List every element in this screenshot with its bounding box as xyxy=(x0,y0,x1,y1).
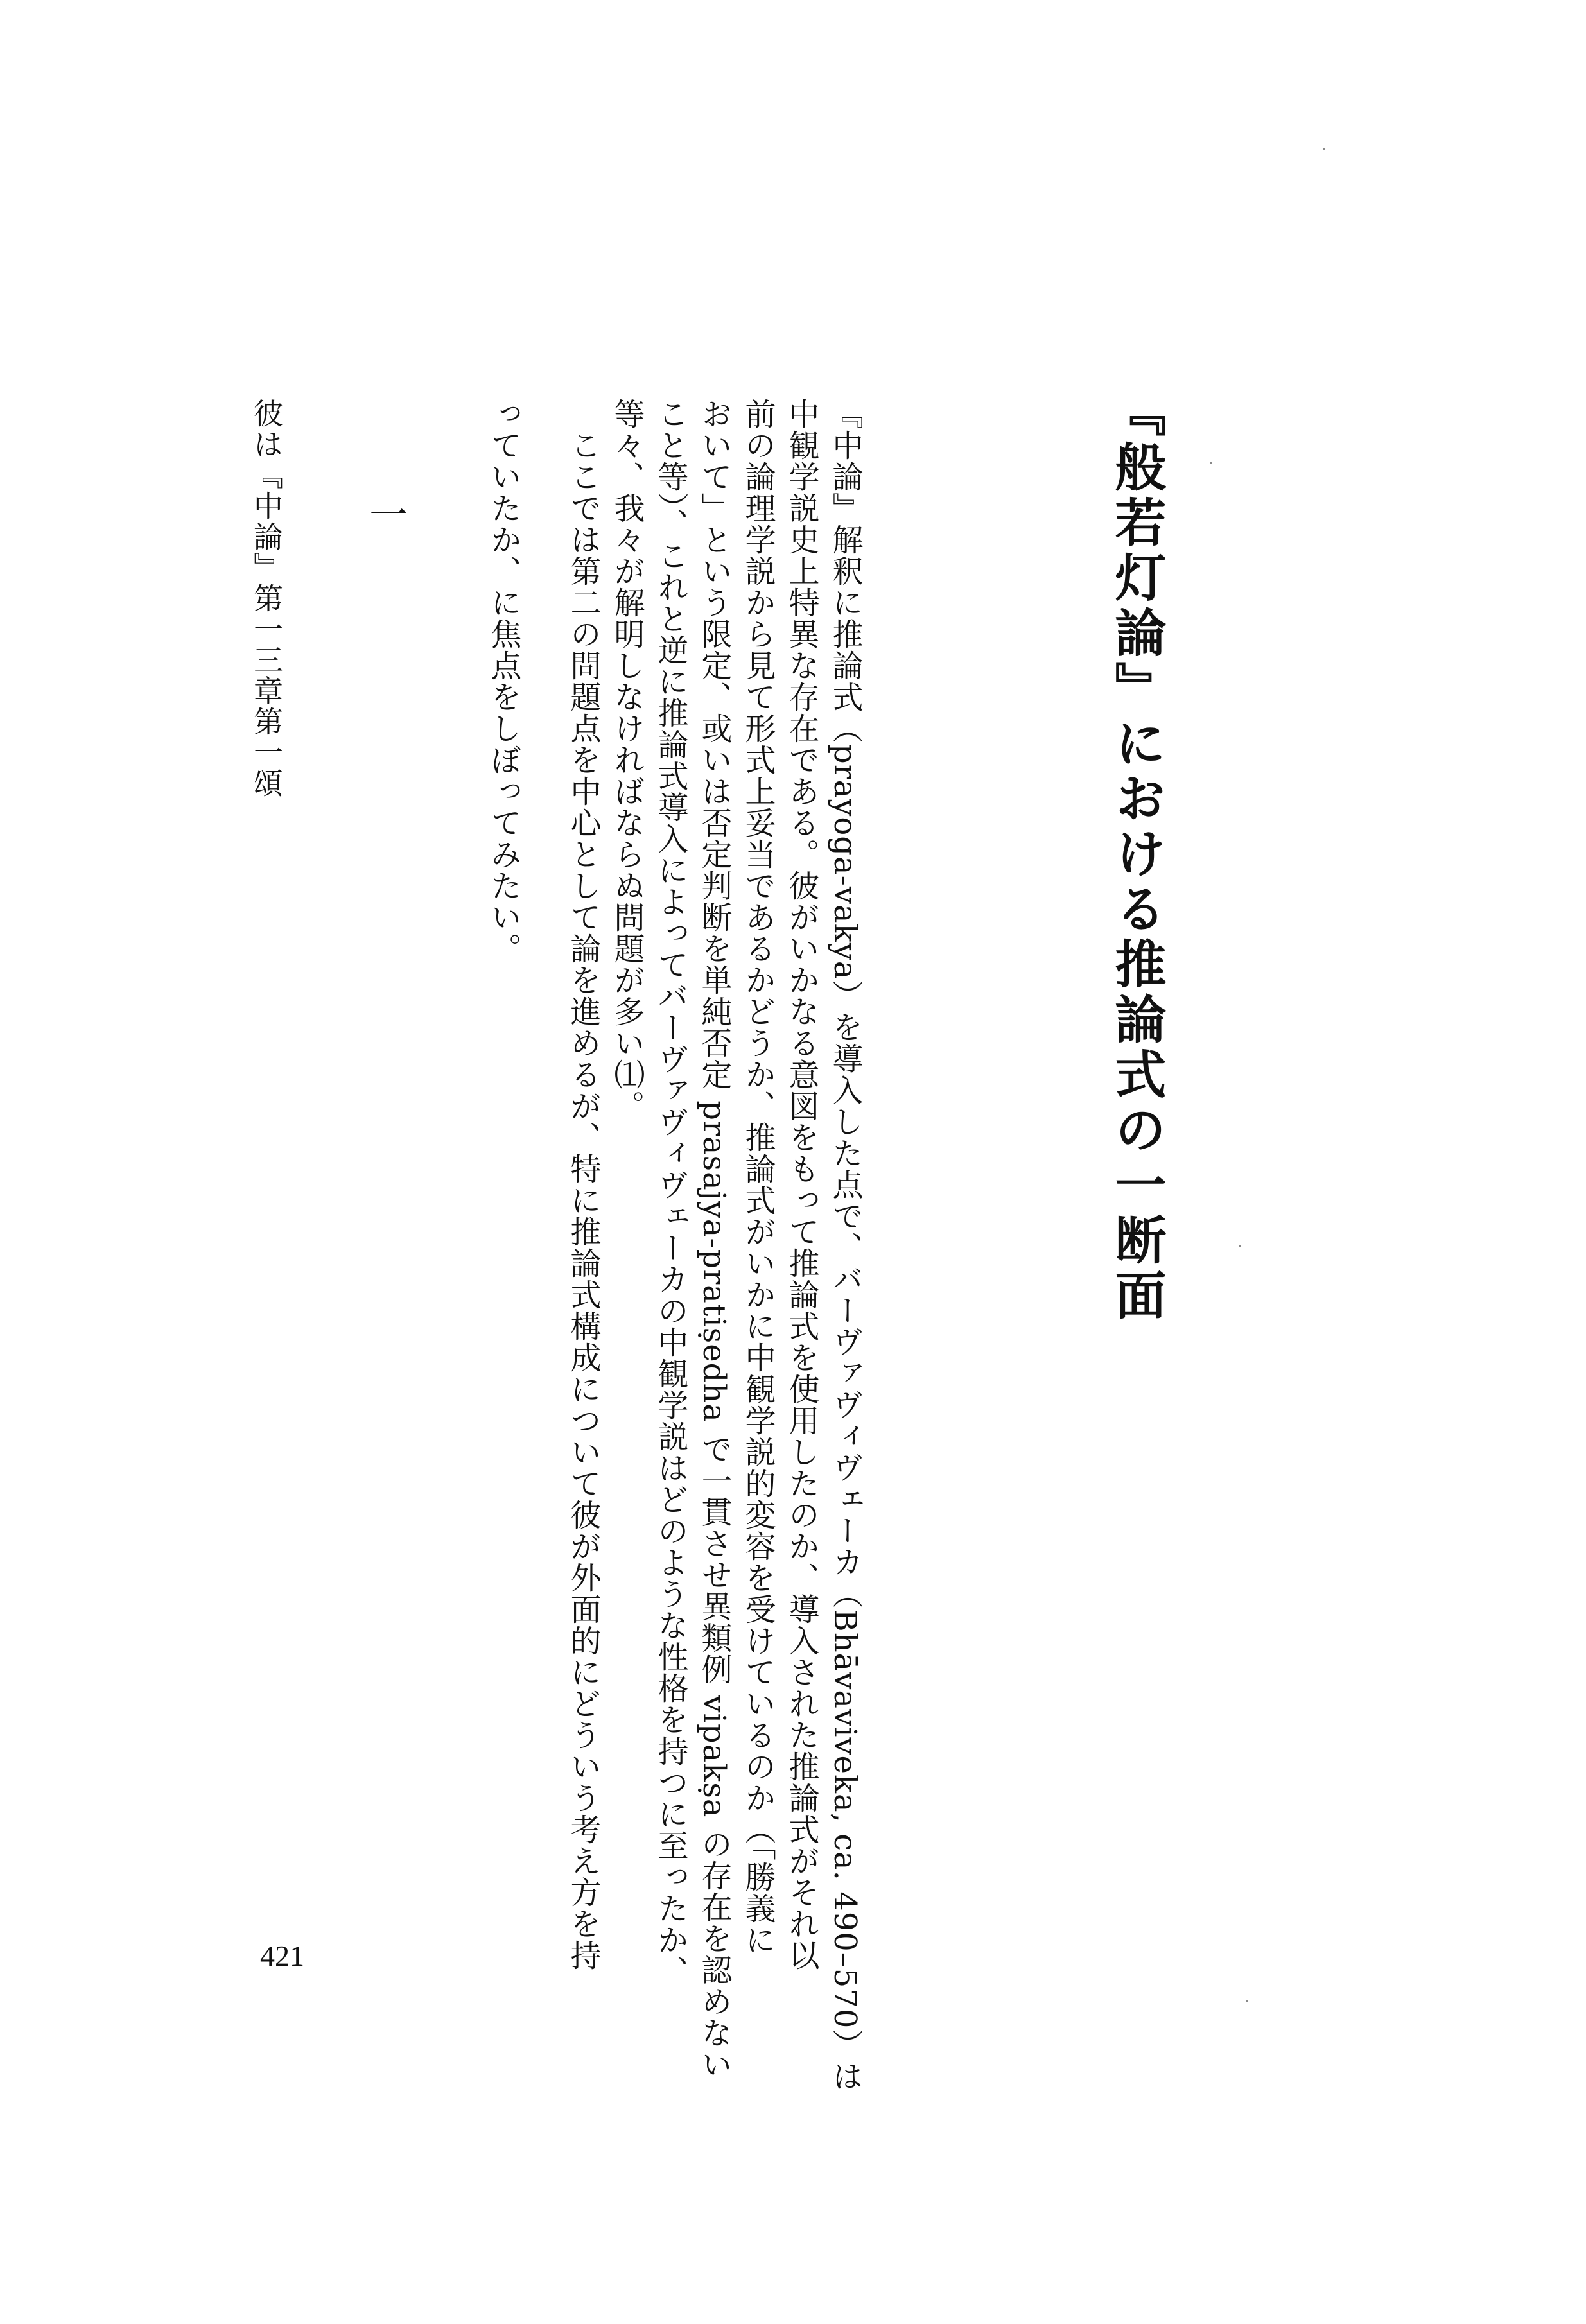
section-text-line: 彼は『中論』第一三章第一頌 xyxy=(249,398,284,799)
page-title: 『般若灯論』における推論式の一断面 xyxy=(1106,385,1167,1324)
scan-speck xyxy=(1246,2000,1248,2002)
page-number: 421 xyxy=(260,1939,304,1972)
text-line: 『中論』解釈に推論式（prayoga-vakya）を導入した点で、バーヴァヴィヴェーカ（Bhāvaviveka, ca. 490–570）は xyxy=(827,398,863,2092)
scan-speck xyxy=(1239,1245,1241,1247)
text-line: 前の論理学説から見て形式上妥当であるかどうか、推論式がいかに中観学説的変容を受けているのか（「勝義に xyxy=(740,398,776,1955)
text-line: 中観学説史上特異な存在である。彼がいかなる意図をもって推論式を使用したのか、導入された推論式がそれ以 xyxy=(783,398,819,1971)
text-line: っていたか、に焦点をしぼってみたい。 xyxy=(485,398,521,964)
scan-speck xyxy=(1210,462,1212,464)
scan-speck xyxy=(1323,148,1325,150)
text-line: こと等）、これと逆に推論式導入によってバーヴァヴィヴェーカの中観学説はどのような性格を持つに至ったか、 xyxy=(652,398,688,1987)
text-line: おいて」という限定、或いは否定判断を単純否定 prasajya-pratiṣedha で一貫させ異類例 vipakṣa の存在を認めない xyxy=(696,398,732,2080)
text-line: 等々、我々が解明しなければならぬ問題が多い⑴。 xyxy=(609,398,645,1122)
section-number: 一 xyxy=(363,494,408,533)
text-line: ここでは第二の問題点を中心として論を進めるが、特に推論式構成について彼が外面的にどういう考え方を持 xyxy=(565,398,601,1971)
